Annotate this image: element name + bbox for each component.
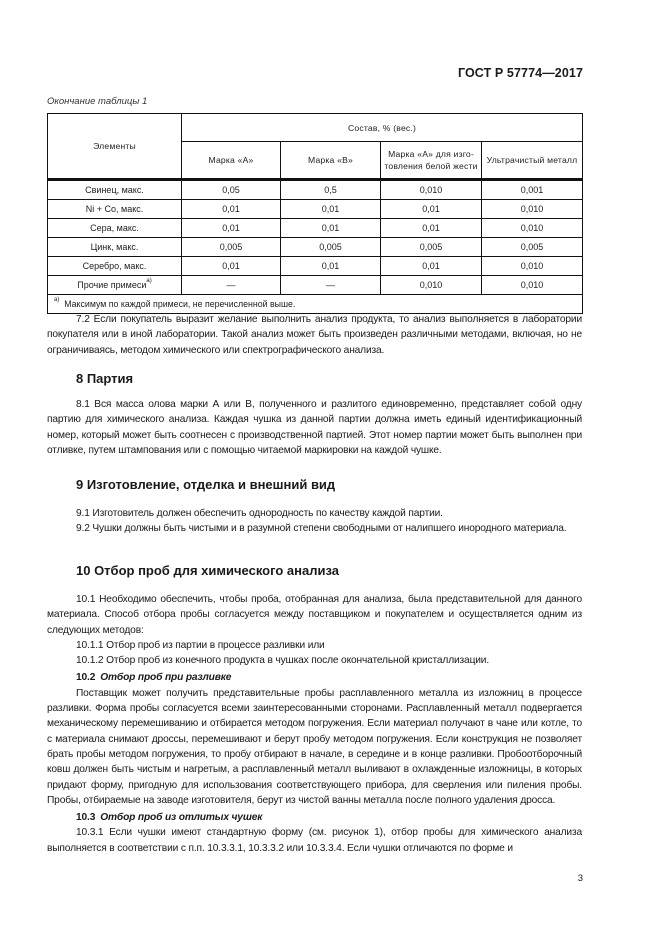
subsection-number: 10.3	[76, 812, 96, 824]
cell-value: 0,005	[482, 238, 583, 257]
paragraph-7-2: 7.2 Если покупатель выразит желание выполнить анализ продукта, то анализ выполняется в лаборатории покупателя или в иной лаборатории. Такой анализ может быть произведен различными методами, включая, но не ограничиваясь, методом химического или спектрографического анализа.	[47, 314, 582, 356]
header-composition: Состав, % (вес.)	[182, 114, 583, 142]
cell-value: 0,01	[281, 200, 381, 219]
document-code: ГОСТ Р 57774—2017	[457, 66, 583, 80]
page-number: 3	[577, 873, 583, 884]
subsection-title: Отбор проб при разливке	[100, 672, 232, 684]
cell-value: 0,005	[281, 238, 381, 257]
table-row	[48, 219, 583, 238]
table-footnote-row	[48, 295, 583, 314]
cell-value: —	[281, 276, 381, 295]
cell-element: Сера, макс.	[48, 219, 182, 238]
cell-value: 0,01	[281, 257, 381, 276]
cell-value: 0,01	[381, 219, 482, 238]
table-row	[48, 257, 583, 276]
section-10-heading: 10 Отбор проб для химического анализа	[76, 563, 339, 578]
cell-value: 0,01	[381, 257, 482, 276]
table-caption: Окончание таблицы 1	[47, 96, 148, 107]
table-row	[48, 180, 583, 200]
cell-value: 0,010	[482, 276, 583, 295]
cell-value: 0,010	[381, 180, 482, 200]
cell-value: 0,05	[182, 180, 281, 200]
paragraph-9-1: 9.1 Изготовитель должен обеспечить однородность по качеству каждой партии.	[76, 508, 443, 519]
clause-7-2	[47, 312, 582, 358]
cell-value: 0,01	[281, 219, 381, 238]
footnote-text: Максимум по каждой примеси, не перечисленной выше.	[64, 299, 296, 309]
subsection-title: Отбор проб из отлитых чушек	[100, 812, 263, 824]
clauses-10	[47, 592, 582, 856]
composition-table	[47, 113, 583, 314]
paragraph-8-1: 8.1 Вся масса олова марки А или В, полученного и разлитого единовременно, представляет собой одну партию для химического анализа. Каждая чушка из данной партии должна иметь единый идентификационный номер, который может быть соотнесен с производственной партией. Этот номер партии может быть выполнен при отливке, путем штампования или с помощью читаемой маркировки на каждой чушке.	[47, 399, 582, 456]
section-8-heading: 8 Партия	[76, 371, 134, 386]
table-row	[48, 200, 583, 219]
cell-value: 0,010	[482, 219, 583, 238]
cell-value: 0,005	[381, 238, 482, 257]
table-footnote	[48, 295, 583, 314]
subsection-10-2-heading	[47, 670, 582, 685]
cell-value: 0,01	[381, 200, 482, 219]
cell-value: 0,5	[281, 180, 381, 200]
cell-element: Свинец, макс.	[48, 180, 182, 200]
subsection-10-3-heading	[47, 810, 582, 825]
footnote-ref: a)	[146, 278, 152, 284]
cell-element	[48, 276, 182, 295]
header-grade-a: Марка «А»	[182, 142, 281, 180]
paragraph-10-2: Поставщик может получить представительные пробы расплавленного металла из изложниц в процессе разливки. Форма пробы согласуется всеми заинтересованными сторонами. Расплавленный металл подвергается механическому перемешиванию и отбирается методом погружения. Если материал получают в чане или котле, то с материала снимают дроссы, перемешивают и берут пробу методом погружения. Если конструкция не позволяет брать пробы методом погружения, то пробу отбирают в начале, в середине и в конце разливки. Пробоотборочный ковш должен быть чистым и нагретым, а расплавленный металл выливают в охлажденные изложницы, в которых придают форму, пригодную для использования соответствующего прибора, для сверления или пиления пробы. Пробы, отбираемые на заводе изготовителя, берут из чистой ванны металла после полного удаления дросса.	[47, 687, 582, 806]
cell-value: 0,010	[381, 276, 482, 295]
cell-value: 0,010	[482, 257, 583, 276]
cell-element: Серебро, макс.	[48, 257, 182, 276]
cell-value: 0,01	[182, 257, 281, 276]
cell-element: Ni + Co, макс.	[48, 200, 182, 219]
table-row	[48, 276, 583, 295]
subsection-number: 10.2	[76, 672, 96, 684]
element-label: Прочие примеси	[77, 280, 147, 290]
header-grade-a-tinplate: Марка «А» для изго-товления белой жести	[381, 142, 482, 180]
paragraph-10-3-1: 10.3.1 Если чушки имеют стандартную форму (см. рисунок 1), отбор пробы для химического анализа выполняется в соответствии с п.п. 10.3.3.1, 10.3.3.2 или 10.3.3.4. Если чушки отличаются по форме и	[47, 827, 582, 854]
clauses-9	[47, 506, 582, 537]
cell-element: Цинк, макс.	[48, 238, 182, 257]
paragraph-10-1-1: 10.1.1 Отбор проб из партии в процессе разливки или	[76, 639, 325, 651]
clause-8-1	[47, 397, 582, 458]
footnote-mark: a)	[54, 297, 60, 303]
paragraph-10-1: 10.1 Необходимо обеспечить, чтобы проба, отобранная для анализа, была представительной для данного материала. Способ отбора пробы согласуется между поставщиком и покупателем и осуществляется одним из следующих методов:	[47, 594, 582, 636]
cell-value: 0,001	[482, 180, 583, 200]
header-elements: Элементы	[48, 114, 182, 180]
cell-value: —	[182, 276, 281, 295]
table-row	[48, 238, 583, 257]
cell-value: 0,01	[182, 219, 281, 238]
paragraph-10-1-2: 10.1.2 Отбор проб из конечного продукта в чушках после окончательной кристаллизации.	[76, 655, 490, 667]
header-grade-b: Марка «В»	[281, 142, 381, 180]
cell-value: 0,010	[482, 200, 583, 219]
header-ultrapure: Ультрачистый металл	[482, 142, 583, 180]
cell-value: 0,01	[182, 200, 281, 219]
cell-value: 0,005	[182, 238, 281, 257]
section-9-heading: 9 Изготовление, отделка и внешний вид	[76, 477, 336, 492]
paragraph-9-2: 9.2 Чушки должны быть чистыми и в разумной степени свободными от налипшего инородного материала.	[76, 523, 567, 535]
